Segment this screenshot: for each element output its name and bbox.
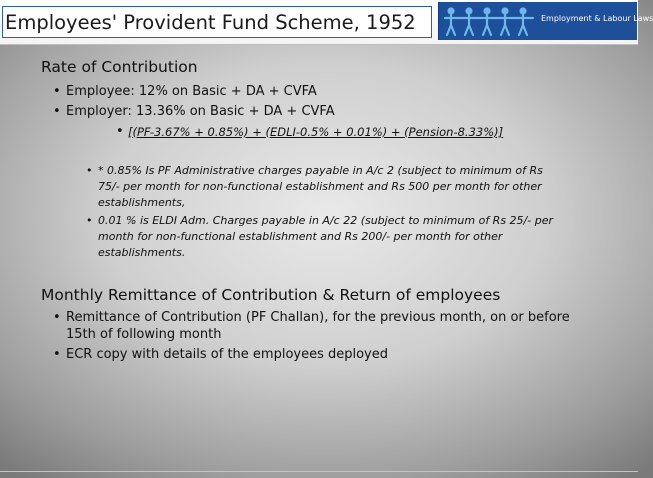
slide-title: Employees' Provident Fund Scheme, 1952 [2,6,432,38]
formula-line: [(PF-3.67% + 0.85%) + (EDLI-0.5% + 0.01%) + (Pension-8.33%)] [128,125,504,139]
note-1-line-3: establishments, [98,196,186,209]
logo-text: Employment & Labour Laws [541,14,653,23]
section-heading-remittance: Monthly Remittance of Contribution & Return of employees [41,286,501,304]
bullet-icon: • [86,214,93,227]
note-2-line-2: month for non-functional establishment and Rs 200/- per month for other [98,230,503,243]
note-1-line-2: 75/- per month for non-functional establishment and Rs 500 per month for other [98,180,542,193]
bullet-ecr: ECR copy with details of the employees deployed [66,347,389,362]
bullet-icon: • [53,104,61,119]
section-heading-rate: Rate of Contribution [41,58,198,76]
bullet-employer: Employer: 13.36% on Basic + DA + CVFA [66,104,335,119]
note-2-line-3: establishments. [98,246,186,259]
bullet-icon: • [53,84,61,99]
bullet-icon: • [86,164,93,177]
bullet-employee: Employee: 12% on Basic + DA + CVFA [66,84,317,99]
bullet-remittance-line-1: Remittance of Contribution (PF Challan), for the previous month, on or before [66,310,570,325]
footer-divider [0,471,638,472]
bullet-icon: • [53,347,61,362]
bullet-icon: • [53,310,61,325]
note-2-line-1: 0.01 % is ELDI Adm. Charges payable in A/c 22 (subject to minimum of Rs 25/- per [98,214,553,227]
bullet-remittance-line-2: 15th of following month [66,327,222,342]
bullet-icon: • [116,124,124,139]
note-1-line-1: * 0.85% Is PF Administrative charges payable in A/c 2 (subject to minimum of Rs [98,164,543,177]
